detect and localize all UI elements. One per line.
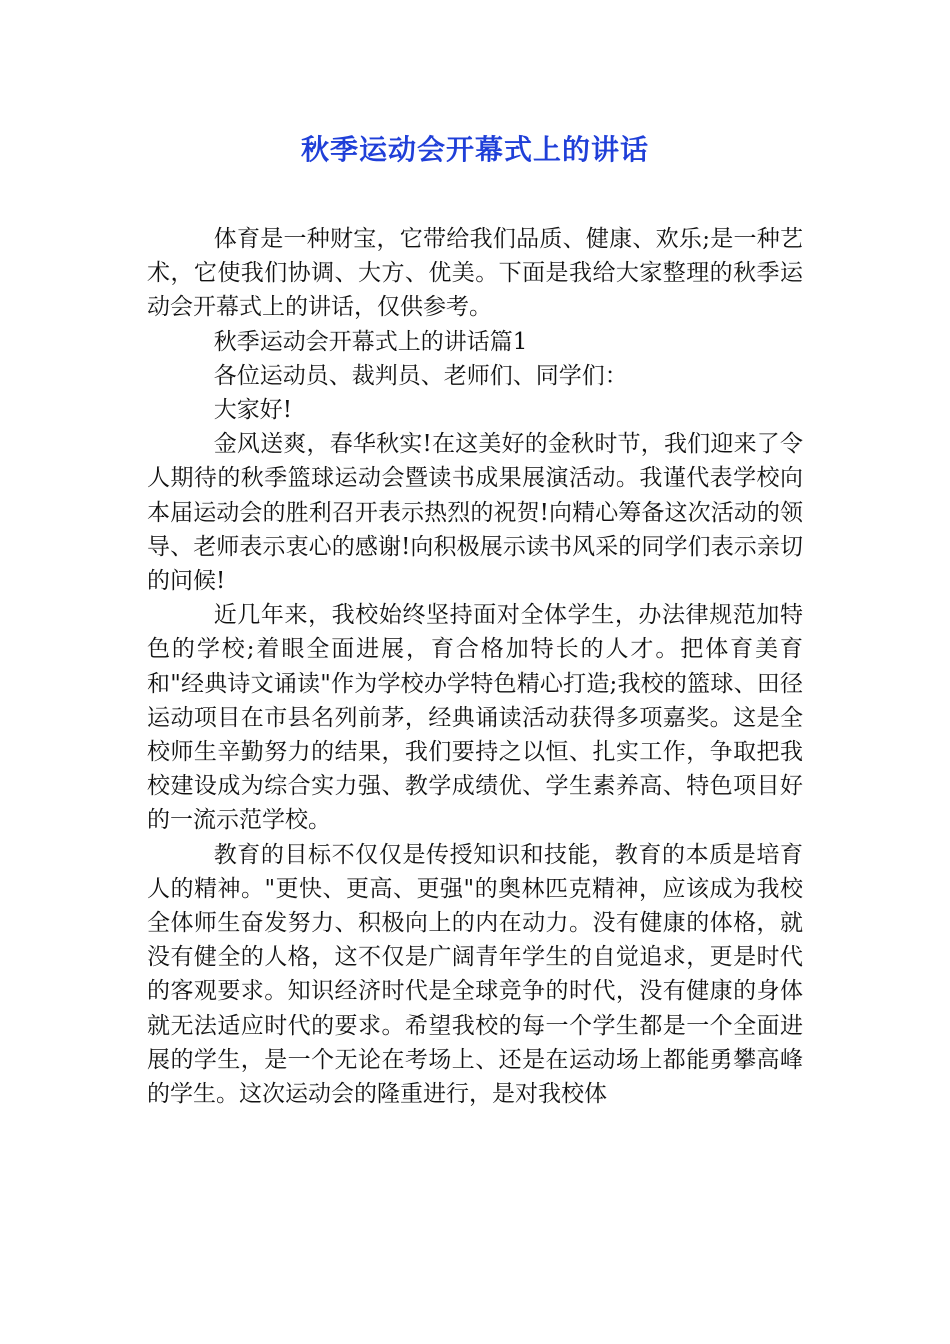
paragraph-salutation: 各位运动员、裁判员、老师们、同学们： xyxy=(213,362,628,389)
document-title: 秋季运动会开幕式上的讲话 xyxy=(300,133,649,166)
paragraph-section-heading: 秋季运动会开幕式上的讲话篇1 xyxy=(213,328,528,355)
paragraph-opening: 金风送爽，春华秋实!在这美好的金秋时节，我们迎来了令人期待的秋季篮球运动会暨读书成果展演活动。我谨代表学校向本届运动会的胜利召开表示热烈的祝贺!向精心筹备这次活动的领导、老师表示衷心的感谢!向积极展示读书风采的同学们表示亲切的问候! xyxy=(147,431,803,595)
paragraph-intro: 体育是一种财宝，它带给我们品质、健康、欢乐;是一种艺术，它使我们协调、大方、优美。下面是我给大家整理的秋季运动会开幕式上的讲话，仅供参考。 xyxy=(147,226,803,321)
paragraph-school-achievements: 近几年来，我校始终坚持面对全体学生，办法律规范加特色的学校;着眼全面进展，育合格加特长的人才。把体育美育和"经典诗文诵读"作为学校办学特色精心打造;我校的篮球、田径运动项目在市县名列前茅，经典诵读活动获得多项嘉奖。这是全校师生辛勤努力的结果，我们要持之以恒、扎实工作，争取把我校建设成为综合实力强、教学成绩优、学生素养高、特色项目好的一流示范学校。 xyxy=(147,602,803,834)
paragraph-greeting: 大家好! xyxy=(213,397,292,424)
paragraph-education-goals: 教育的目标不仅仅是传授知识和技能，教育的本质是培育人的精神。"更快、更高、更强"的奥林匹克精神，应该成为我校全体师生奋发努力、积极向上的内在动力。没有健康的体格，就没有健全的人格，这不仅是广阔青年学生的自觉追求，更是时代的客观要求。知识经济时代是全球竞争的时代，没有健康的身体就无法适应时代的要求。希望我校的每一个学生都是一个全面进展的学生，是一个无论在考场上、还是在运动场上都能勇攀高峰的学生。这次运动会的隆重进行，是对我校体 xyxy=(147,841,803,1108)
document-body xyxy=(147,222,803,1111)
